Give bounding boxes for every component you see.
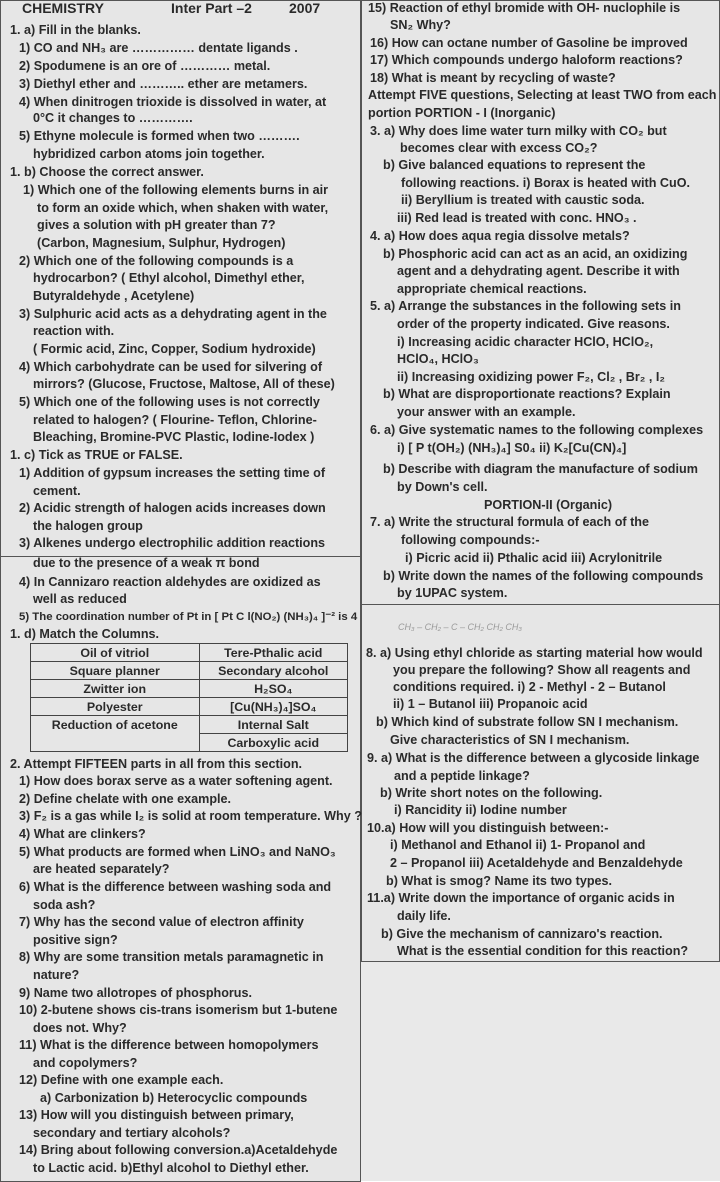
question-line: 9. a) What is the difference between a glycoside linkage <box>367 751 700 765</box>
question-line: 1) Addition of gypsum increases the setting time of <box>19 466 326 480</box>
question-line: Give characteristics of SN I mechanism. <box>390 733 630 747</box>
question-line: (Carbon, Magnesium, Sulphur, Hydrogen) <box>37 236 286 250</box>
question-line: i) [ P t(OH₂) (NH₃)₄] S0₄ ii) K₂[Cu(CN)₄] <box>397 441 627 455</box>
question-line: 11.a) Write down the importance of organic acids in <box>367 891 675 905</box>
faded-formula-scribble: CH₃ – CH₂ – C – CH₂ CH₂ CH₃ <box>398 622 522 632</box>
question-line: following compounds:- <box>401 533 540 547</box>
question-line: conditions required. i) 2 - Methyl - 2 – Butanol <box>393 680 666 694</box>
question-line: 1) Which one of the following elements burns in air <box>23 183 329 197</box>
match-columns-table <box>30 643 348 752</box>
question-line: order of the property indicated. Give reasons. <box>397 317 670 331</box>
question-line: ( Formic acid, Zinc, Copper, Sodium hydroxide) <box>33 342 316 356</box>
table-cell: Square planner <box>31 662 200 680</box>
question-line: 8) Why are some transition metals paramagnetic in <box>19 950 324 964</box>
question-line: Bleaching, Bromine-PVC Plastic, Iodine-Iodex ) <box>33 430 315 444</box>
question-line: and copolymers? <box>33 1056 138 1070</box>
question-line: nature? <box>33 968 80 982</box>
question-line: due to the presence of a weak π bond <box>33 556 260 570</box>
question-line: 16) How can octane number of Gasoline be improved <box>370 36 688 50</box>
question-line: SN₂ Why? <box>390 18 451 32</box>
question-line: 5. a) Arrange the substances in the following sets in <box>370 299 681 313</box>
question-line: Butyraldehyde , Acetylene) <box>33 289 195 303</box>
class-title: Inter Part –2 <box>171 0 252 16</box>
table-row <box>31 734 348 752</box>
instructions-line: Attempt FIVE questions, Selecting at least TWO from each <box>368 88 717 102</box>
question-line: 2) Which one of the following compounds is a <box>19 254 294 268</box>
question-line: 4. a) How does aqua regia dissolve metals? <box>370 229 630 243</box>
table-cell: Secondary alcohol <box>199 662 348 680</box>
question-line: appropriate chemical reactions. <box>397 282 587 296</box>
table-row <box>31 698 348 716</box>
table-cell: Carboxylic acid <box>199 734 348 752</box>
table-row <box>31 716 348 734</box>
question-line: b) What are disproportionate reactions? Explain <box>383 387 671 401</box>
question-line: 4) When dinitrogen trioxide is dissolved in water, at <box>19 95 327 109</box>
exam-year: 2007 <box>289 0 321 16</box>
question-line: i) Increasing acidic character HClO, HClO₂, <box>397 335 654 349</box>
question-line: 5) The coordination number of Pt in [ Pt C l(NO₂) (NH₃)₄ ]⁻² is 4 <box>19 611 358 623</box>
question-line: daily life. <box>397 909 451 923</box>
question-line: b) Write down the names of the following compounds <box>383 569 704 583</box>
question-line: 10) 2-butene shows cis-trans isomerism but 1-butene <box>19 1003 338 1017</box>
section-1b-heading: 1. b) Choose the correct answer. <box>10 165 204 179</box>
question-line: iii) Red lead is treated with conc. HNO₃ . <box>397 211 637 225</box>
question-line: 1) How does borax serve as a water softening agent. <box>19 774 333 788</box>
question-line: does not. Why? <box>33 1021 127 1035</box>
question-line: hydrocarbon? ( Ethyl alcohol, Dimethyl ether, <box>33 271 305 285</box>
question-line: 10.a) How will you distinguish between:- <box>367 821 609 835</box>
question-line: secondary and tertiary alcohols? <box>33 1126 231 1140</box>
question-line: ii) 1 – Butanol iii) Propanoic acid <box>393 697 588 711</box>
question-line: i) Rancidity ii) Iodine number <box>394 803 567 817</box>
question-line: 3) Sulphuric acid acts as a dehydrating agent in the <box>19 307 327 321</box>
question-line: reaction with. <box>33 324 115 338</box>
table-row <box>31 662 348 680</box>
question-line: i) Methanol and Ethanol ii) 1- Propanol and <box>390 838 646 852</box>
table-cell: Internal Salt <box>199 716 348 734</box>
question-line: following reactions. i) Borax is heated with CuO. <box>401 176 690 190</box>
question-line: b) What is smog? Name its two types. <box>386 874 613 888</box>
table-cell: Tere-Pthalic acid <box>199 644 348 662</box>
table-cell: H₂SO₄ <box>199 680 348 698</box>
table-cell: Reduction of acetone <box>31 716 200 734</box>
question-line: your answer with an example. <box>397 405 576 419</box>
question-line: 13) How will you distinguish between primary, <box>19 1108 294 1122</box>
question-line: b) Phosphoric acid can act as an acid, an oxidizing <box>383 247 688 261</box>
question-line: hybridized carbon atoms join together. <box>33 147 265 161</box>
question-line: 9) Name two allotropes of phosphorus. <box>19 986 253 1000</box>
question-line: 2) Acidic strength of halogen acids increases down <box>19 501 326 515</box>
question-line: soda ash? <box>33 898 96 912</box>
question-line: 3) Diethyl ether and ……….. ether are metamers. <box>19 77 308 91</box>
question-line: 18) What is meant by recycling of waste? <box>370 71 616 85</box>
table-cell: Zwitter ion <box>31 680 200 698</box>
question-line: 15) Reaction of ethyl bromide with OH- nuclophile is <box>368 1 681 15</box>
section-1a-heading: 1. a) Fill in the blanks. <box>10 23 141 37</box>
table-cell: [Cu(NH₃)₄]SO₄ <box>199 698 348 716</box>
question-line: 2 – Propanol iii) Acetaldehyde and Benzaldehyde <box>390 856 683 870</box>
question-line: 11) What is the difference between homopolymers <box>19 1038 319 1052</box>
question-line: ii) Increasing oxidizing power F₂, Cl₂ , Br₂ , I₂ <box>397 370 665 384</box>
question-line: 5) Which one of the following uses is not correctly <box>19 395 320 409</box>
question-line: 17) Which compounds undergo haloform reactions? <box>370 53 683 67</box>
question-line: becomes clear with excess CO₂? <box>400 141 598 155</box>
question-line: agent and a dehydrating agent. Describe it with <box>397 264 680 278</box>
question-line: 7. a) Write the structural formula of each of the <box>370 515 649 529</box>
question-line: the halogen group <box>33 519 143 533</box>
question-line: b) Describe with diagram the manufacture of sodium <box>383 462 698 476</box>
table-row <box>31 680 348 698</box>
portion-2-heading: PORTION-II (Organic) <box>484 498 613 512</box>
table-cell: Polyester <box>31 698 200 716</box>
question-line: 7) Why has the second value of electron affinity <box>19 915 304 929</box>
portion-1-heading: portion PORTION - I (Inorganic) <box>368 106 556 120</box>
question-line: b) Give balanced equations to represent the <box>383 158 646 172</box>
question-line: 5) What products are formed when LiNO₃ and NaNO₃ <box>19 845 336 859</box>
question-line: 3) F₂ is a gas while I₂ is solid at room temperature. Why ? <box>19 809 362 823</box>
question-line: b) Give the mechanism of cannizaro's reaction. <box>381 927 663 941</box>
section-1d-heading: 1. d) Match the Columns. <box>10 627 160 641</box>
question-line: are heated separately? <box>33 862 170 876</box>
question-line: 12) Define with one example each. <box>19 1073 224 1087</box>
subject-title: CHEMISTRY <box>22 0 104 16</box>
question-line: related to halogen? ( Flourine- Teflon, Chlorine- <box>33 413 317 427</box>
question-line: 14) Bring about following conversion.a)Acetaldehyde <box>19 1143 338 1157</box>
question-line: 0°C it changes to …………. <box>33 111 193 125</box>
question-line: 6. a) Give systematic names to the following complexes <box>370 423 704 437</box>
question-line: mirrors? (Glucose, Fructose, Maltose, All of these) <box>33 377 335 391</box>
question-line: 2) Define chelate with one example. <box>19 792 232 806</box>
question-line: gives a solution with pH greater than 7? <box>37 218 276 232</box>
table-row <box>31 644 348 662</box>
question-line: 4) Which carbohydrate can be used for silvering of <box>19 360 323 374</box>
question-line: i) Picric acid ii) Pthalic acid iii) Acrylonitrile <box>405 551 663 565</box>
question-line: 2) Spodumene is an ore of ………… metal. <box>19 59 271 73</box>
question-line: 3. a) Why does lime water turn milky with CO₂ but <box>370 124 667 138</box>
question-line: by 1UPAC system. <box>397 586 508 600</box>
question-line: cement. <box>33 484 81 498</box>
question-line: HClO₄, HClO₃ <box>397 352 479 366</box>
question-line: well as reduced <box>33 592 127 606</box>
question-line: ii) Beryllium is treated with caustic soda. <box>401 193 645 207</box>
question-line: 4) In Cannizaro reaction aldehydes are oxidized as <box>19 575 321 589</box>
question-line: to form an oxide which, when shaken with water, <box>37 201 329 215</box>
question-line: 8. a) Using ethyl chloride as starting material how would <box>366 646 703 660</box>
question-line: you prepare the following? Show all reagents and <box>393 663 691 677</box>
question-line: 3) Alkenes undergo electrophilic addition reactions <box>19 536 326 550</box>
question-line: by Down's cell. <box>397 480 488 494</box>
table-cell: Oil of vitriol <box>31 644 200 662</box>
section-1c-heading: 1. c) Tick as TRUE or FALSE. <box>10 448 183 462</box>
section-2-heading: 2. Attempt FIFTEEN parts in all from this section. <box>10 757 303 771</box>
question-line: b) Which kind of substrate follow SN I mechanism. <box>376 715 679 729</box>
question-line: a) Carbonization b) Heterocyclic compounds <box>40 1091 308 1105</box>
table-cell <box>31 734 200 752</box>
question-line: 1) CO and NH₃ are …………… dentate ligands . <box>19 41 298 55</box>
question-line: positive sign? <box>33 933 118 947</box>
question-line: What is the essential condition for this reaction? <box>397 944 689 958</box>
question-line: 4) What are clinkers? <box>19 827 146 841</box>
question-line: to Lactic acid. b)Ethyl alcohol to Diethyl ether. <box>33 1161 309 1175</box>
question-line: b) Write short notes on the following. <box>380 786 603 800</box>
question-line: 6) What is the difference between washing soda and <box>19 880 332 894</box>
question-line: 5) Ethyne molecule is formed when two ………. <box>19 129 300 143</box>
question-line: and a peptide linkage? <box>394 769 530 783</box>
